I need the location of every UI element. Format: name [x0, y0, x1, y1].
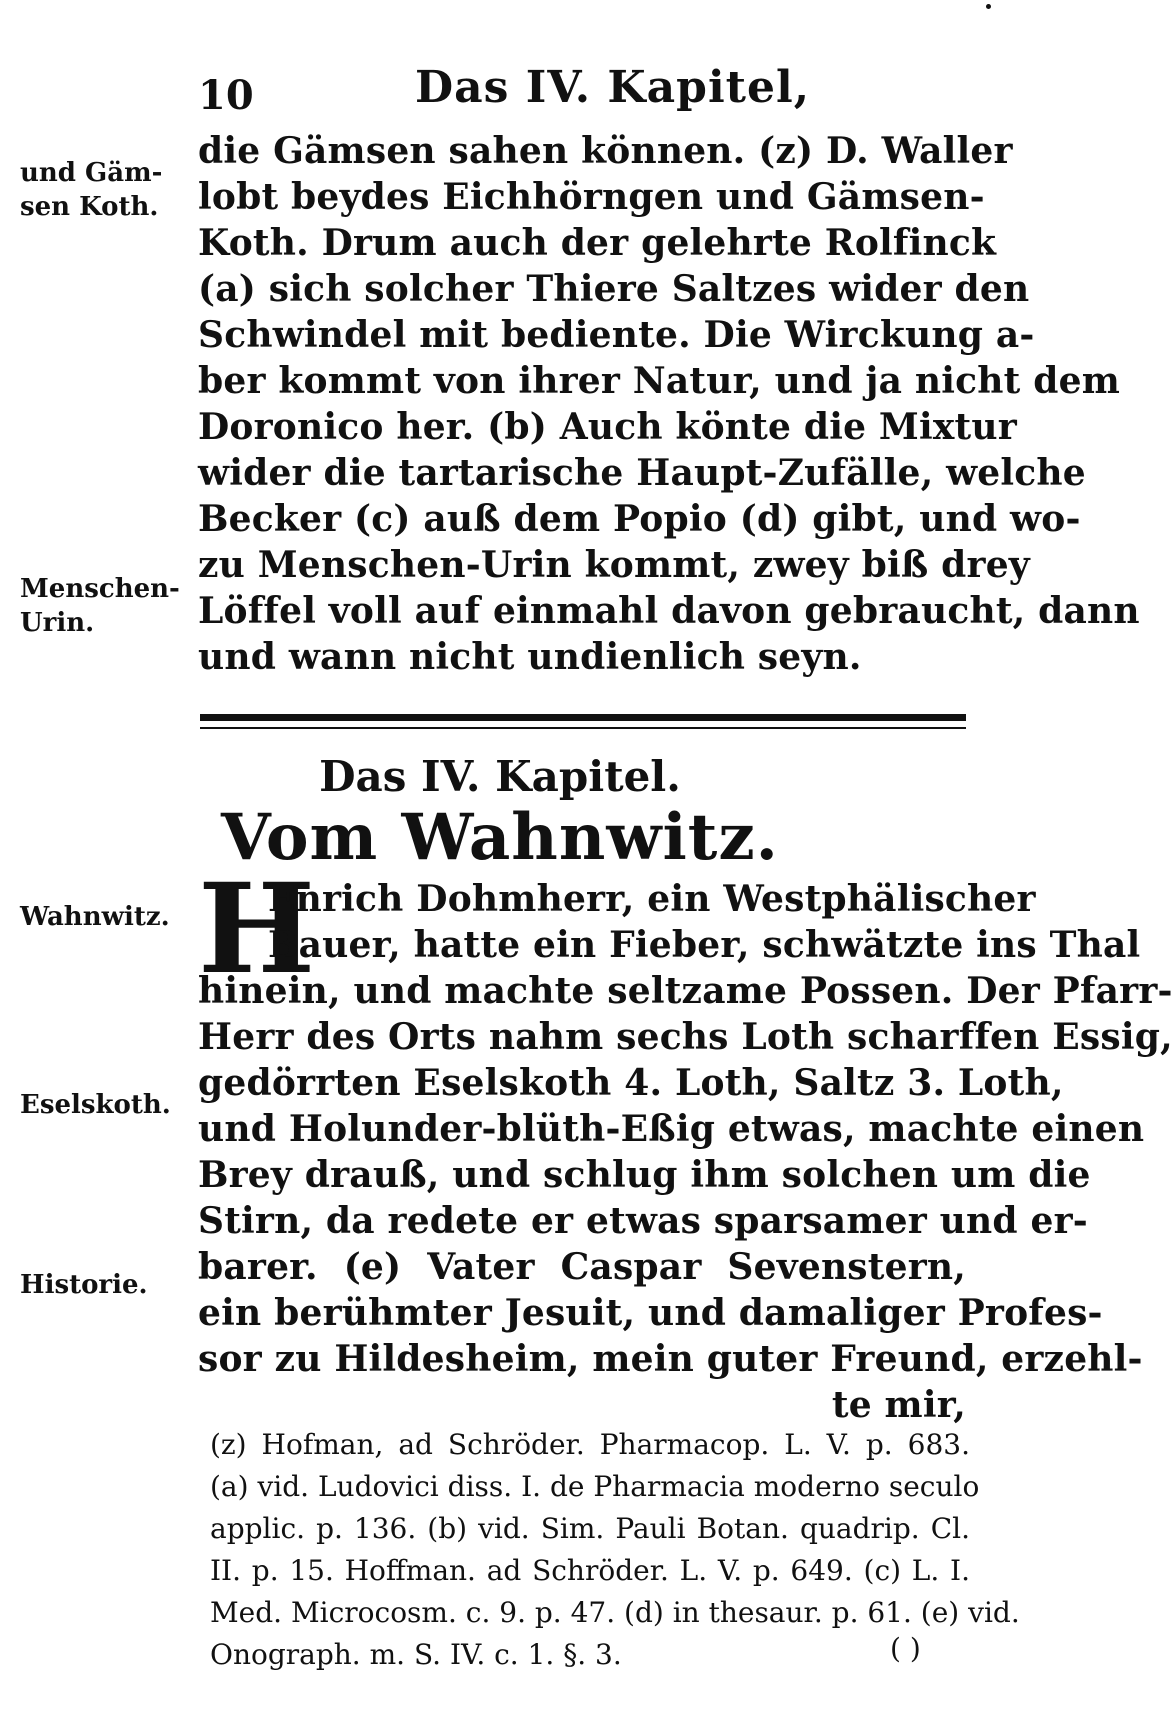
- text-line: Bauer, hatte ein Fieber, schwätzte ins Thal: [268, 924, 1141, 966]
- margin-note-menschen-urin: [20, 572, 180, 640]
- text-line: und wann nicht undienlich seyn.: [198, 636, 862, 678]
- rule-thin-line: [200, 727, 966, 729]
- chapter-text: [198, 968, 1173, 1428]
- text-line: (a) sich solcher Thiere Saltzes wider den: [198, 268, 1030, 310]
- margin-note-eselskoth: Eselskoth.: [20, 1090, 171, 1120]
- text-line: ein berühmter Jesuit, und damaliger Profes-: [198, 1292, 1103, 1334]
- margin-note-line: und Gäm-: [20, 158, 163, 188]
- text-line: hinein, und machte seltzame Possen. Der Pfarr-: [198, 970, 1173, 1012]
- footnote-line: II. p. 15. Hoffman. ad Schröder. L. V. p. 649. (c) L. I.: [210, 1554, 970, 1587]
- margin-note-historie: Historie.: [20, 1270, 148, 1300]
- text-line: lobt beydes Eichhörngen und Gämsen-: [198, 176, 985, 218]
- ink-speck: [986, 4, 991, 9]
- catchword-line: te mir,: [831, 1384, 966, 1426]
- text-line: gedörrten Eselskoth 4. Loth, Saltz 3. Loth,: [198, 1062, 1064, 1104]
- footnote-line: (a) vid. Ludovici diss. I. de Pharmacia moderno seculo: [210, 1470, 980, 1503]
- drop-cap: H: [198, 857, 316, 1002]
- top-section-text: [198, 128, 1140, 680]
- running-head: [0, 62, 1000, 120]
- text-line: Doronico her. (b) Auch könte die Mixtur: [198, 406, 1017, 448]
- footnote-line: (z) Hofman, ad Schröder. Pharmacop. L. V. p. 683.: [210, 1428, 970, 1461]
- footnotes: [210, 1424, 1020, 1676]
- margin-note-wahnwitz: Wahnwitz.: [20, 902, 170, 932]
- page-number: 10: [198, 72, 254, 119]
- text-line: ber kommt von ihrer Natur, und ja nicht dem: [198, 360, 1120, 402]
- margin-note-line: Urin.: [20, 608, 95, 638]
- text-line: zu Menschen-Urin kommt, zwey biß drey: [198, 544, 1030, 586]
- footnote-line: applic. p. 136. (b) vid. Sim. Pauli Botan. quadrip. Cl.: [210, 1512, 970, 1545]
- chapter-title: Vom Wahnwitz.: [221, 800, 779, 875]
- text-line: Becker (c) auß dem Popio (d) gibt, und wo-: [198, 498, 1081, 540]
- text-line: Löffel voll auf einmahl davon gebraucht, dann: [198, 590, 1140, 632]
- text-line: sor zu Hildesheim, mein guter Freund, erzehl-: [198, 1338, 1143, 1380]
- text-line: Brey drauß, und schlug ihm solchen um die: [198, 1154, 1091, 1196]
- text-line: wider die tartarische Haupt-Zufälle, welche: [198, 452, 1086, 494]
- text-line: barer. (e) Vater Caspar Sevenstern,: [198, 1246, 966, 1288]
- text-line: und Holunder-blüth-Eßig etwas, machte einen: [198, 1108, 1145, 1150]
- text-line: Stirn, da redete er etwas sparsamer und er-: [198, 1200, 1088, 1242]
- text-line: Enrich Dohmherr, ein Westphälischer: [268, 878, 1036, 920]
- footnote-paren: ( ): [890, 1632, 921, 1665]
- margin-note-line: sen Koth.: [20, 192, 159, 222]
- text-line: Herr des Orts nahm sechs Loth scharffen Essig,: [198, 1016, 1173, 1058]
- text-line: die Gämsen sahen können. (z) D. Waller: [198, 130, 1013, 172]
- chapter-text-indented: [268, 876, 1141, 968]
- text-line: Schwindel mit bediente. Die Wirckung a-: [198, 314, 1035, 356]
- text-line: Koth. Drum auch der gelehrte Rolfinck: [198, 222, 997, 264]
- chapter-label: Das IV. Kapitel.: [319, 752, 681, 801]
- margin-note-gaemsen-koth: [20, 156, 180, 224]
- footnote-line: Med. Microcosm. c. 9. p. 47. (d) in thesaur. p. 61. (e) vid.: [210, 1596, 1020, 1629]
- running-title: Das IV. Kapitel,: [415, 62, 811, 113]
- rule-thick-line: [200, 714, 966, 721]
- footnote-line: Onograph. m. S. IV. c. 1. §. 3.: [210, 1638, 622, 1671]
- margin-note-line: Menschen-: [20, 574, 180, 604]
